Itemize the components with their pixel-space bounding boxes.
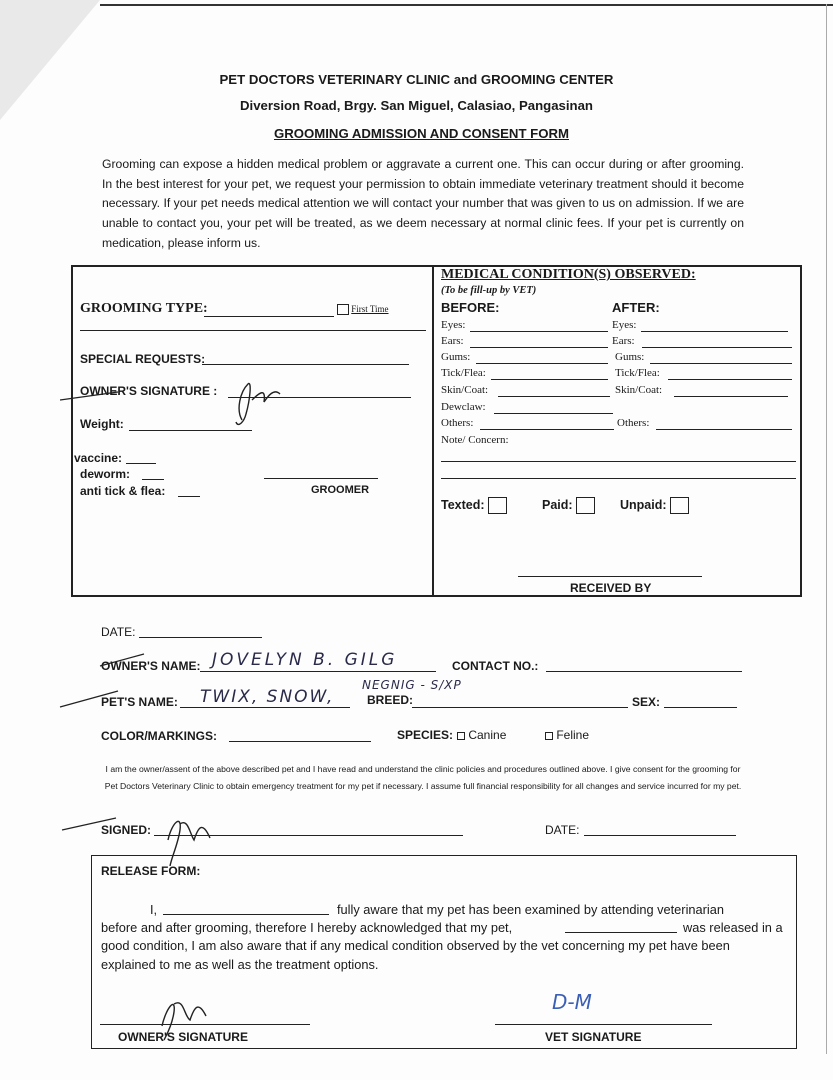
signed-label: SIGNED: [101, 823, 152, 837]
paid-field [542, 497, 595, 514]
note-line-2[interactable] [441, 478, 796, 479]
owner-name-strike [98, 650, 208, 670]
release-owner-sig-label: OWNER'S SIGNATURE [118, 1030, 248, 1044]
pet-name-label: PET'S NAME: [101, 695, 178, 709]
release-p2-start: before and after grooming, therefore I hereby acknowledged that my pet, [101, 920, 513, 935]
received-by-label: RECEIVED BY [570, 581, 652, 595]
vaccine-line[interactable] [126, 463, 156, 464]
before-gums-line[interactable] [476, 363, 608, 364]
feline-checkbox[interactable] [545, 732, 553, 740]
signed-date-line[interactable] [584, 835, 736, 836]
release-p1-rest: fully aware that my pet has been examined by attending veterinarian [337, 902, 724, 917]
release-name-line[interactable] [163, 914, 329, 915]
unpaid-label: Unpaid: [620, 497, 667, 512]
before-ears-label: Ears: [441, 335, 464, 347]
after-heading: AFTER: [612, 300, 660, 315]
clinic-address: Diversion Road, Brgy. San Miguel, Calasiao, Pangasinan [240, 98, 593, 113]
vaccine-label: vaccine: [74, 451, 123, 465]
note-line-1[interactable] [441, 461, 796, 462]
canine-checkbox[interactable] [457, 732, 465, 740]
after-others-label: Others: [617, 417, 650, 429]
texted-field [441, 497, 507, 514]
form-title: GROOMING ADMISSION AND CONSENT FORM [273, 126, 569, 141]
before-others-line[interactable] [480, 429, 614, 430]
before-eyes-line[interactable] [470, 331, 608, 332]
first-time-checkbox[interactable] [337, 304, 349, 315]
color-line[interactable] [229, 741, 371, 742]
before-gums-label: Gums: [441, 351, 471, 363]
after-ears-line[interactable] [642, 347, 792, 348]
consent-paragraph: I am the owner/assent of the above described pet and I have read and understand the clinic policies and procedures outlined above. I give consent for the grooming for Pet Doctors Veterinary Clinic to obtain emergency treatment for my pet if necessary. I assume full financial responsibility for all changes and service incurred for my pet. [104, 764, 742, 791]
grooming-type-label: GROOMING TYPE: [80, 301, 208, 316]
anti-tick-line[interactable] [178, 496, 200, 497]
texted-label: Texted: [441, 497, 485, 512]
contact-label: CONTACT NO.: [452, 659, 539, 673]
sex-label: SEX: [632, 695, 661, 709]
release-pet-line[interactable] [565, 932, 677, 933]
breed-line[interactable] [412, 707, 628, 708]
medical-subtitle: (To be fill-up by VET) [441, 285, 537, 296]
owner-name-line[interactable] [200, 671, 436, 672]
after-gums-label: Gums: [615, 351, 645, 363]
groomer-label: GROOMER [311, 484, 370, 496]
color-label: COLOR/MARKINGS: [101, 729, 217, 743]
release-vet-sig-label: VET SIGNATURE [545, 1030, 642, 1044]
release-p1-start: I, [150, 902, 158, 917]
canine-label: Canine [468, 728, 507, 742]
owner-name-value[interactable]: JOVELYN B. GILG [212, 650, 398, 670]
first-time-option[interactable] [337, 304, 389, 315]
unpaid-checkbox[interactable] [670, 497, 689, 514]
right-edge-line [826, 4, 827, 1054]
before-others-label: Others: [441, 417, 474, 429]
pet-name-value[interactable]: TWIX, SNOW, [200, 687, 335, 707]
paid-checkbox[interactable] [576, 497, 595, 514]
pet-name-line[interactable] [180, 707, 350, 708]
after-ears-label: Ears: [612, 335, 635, 347]
pet-name-strike [58, 685, 138, 710]
intro-paragraph: Grooming can expose a hidden medical problem or aggravate a current one. This can occur during or after grooming. In the best interest for your pet, we request your permission to obtain immediate veterinary treatment should it become necessary. If your pet needs medical attention we will contact your number that was given to us on admission. If we are unable to contact you, your pet will be treated, as we deem necessary at normal clinic fees. If your pet is currently on medication, please inform us. [102, 157, 744, 250]
weight-label: Weight: [80, 417, 124, 431]
before-dewclaw-line[interactable] [494, 413, 613, 414]
deworm-label: deworm: [80, 467, 131, 481]
after-tick-label: Tick/Flea: [615, 367, 660, 379]
signed-date-label: DATE: [545, 823, 580, 837]
owner-name-label: OWNER'S NAME: [101, 659, 201, 673]
weight-line[interactable] [129, 430, 252, 431]
breed-label: BREED: [367, 693, 414, 707]
canine-option[interactable] [457, 728, 506, 742]
deworm-line[interactable] [142, 479, 164, 480]
breed-value[interactable]: NEGNIG - S/XP [362, 678, 462, 692]
release-p3: good condition, I am also aware that if any medical condition observed by the vet concerning my pet have been [101, 938, 730, 953]
first-time-label: First Time [351, 304, 389, 314]
date-label: DATE: [101, 625, 136, 639]
release-title: RELEASE FORM: [101, 864, 201, 878]
after-eyes-label: Eyes: [612, 319, 637, 331]
release-p2-end: was released in a [683, 920, 783, 935]
after-skin-label: Skin/Coat: [615, 384, 663, 396]
note-concern-label: Note/ Concern: [441, 434, 509, 446]
before-heading: BEFORE: [441, 300, 500, 315]
after-eyes-line[interactable] [641, 331, 788, 332]
date-line[interactable] [139, 637, 262, 638]
received-by-line[interactable] [518, 576, 702, 577]
unpaid-field [620, 497, 689, 514]
feline-label: Feline [556, 728, 590, 742]
before-tick-line[interactable] [491, 379, 608, 380]
before-skin-line[interactable] [498, 396, 610, 397]
release-vet-sig-line[interactable] [495, 1024, 712, 1025]
before-tick-label: Tick/Flea: [441, 367, 486, 379]
release-p4: explained to me as well as the treatment options. [101, 957, 379, 972]
special-requests-label: SPECIAL REQUESTS: [80, 352, 206, 366]
clinic-name: PET DOCTORS VETERINARY CLINIC and GROOMING CENTER [219, 72, 614, 87]
anti-tick-label: anti tick & flea: [80, 484, 166, 498]
medical-title: MEDICAL CONDITION(S) OBSERVED: [441, 267, 696, 282]
grooming-type-line[interactable] [204, 316, 334, 317]
top-edge-line [100, 4, 833, 6]
groomer-line[interactable] [264, 478, 378, 479]
texted-checkbox[interactable] [488, 497, 507, 514]
main-box-divider [432, 265, 434, 597]
species-label: SPECIES: [397, 728, 454, 742]
feline-option[interactable] [545, 728, 589, 742]
before-dewclaw-label: Dewclaw: [441, 401, 486, 413]
vet-signature-mark: D-M [552, 990, 592, 1014]
release-owner-sig-line[interactable] [100, 1024, 310, 1025]
after-others-line[interactable] [656, 429, 792, 430]
paid-label: Paid: [542, 497, 573, 512]
after-tick-line[interactable] [668, 379, 792, 380]
after-skin-line[interactable] [674, 396, 788, 397]
before-eyes-label: Eyes: [441, 319, 466, 331]
owner-signature-label: OWNER'S SIGNATURE : [80, 384, 218, 398]
after-gums-line[interactable] [650, 363, 792, 364]
grooming-type-line-2[interactable] [80, 330, 426, 331]
contact-line[interactable] [546, 671, 742, 672]
sex-line[interactable] [664, 707, 737, 708]
special-requests-line[interactable] [202, 364, 409, 365]
before-ears-line[interactable] [470, 347, 608, 348]
before-skin-label: Skin/Coat: [441, 384, 489, 396]
